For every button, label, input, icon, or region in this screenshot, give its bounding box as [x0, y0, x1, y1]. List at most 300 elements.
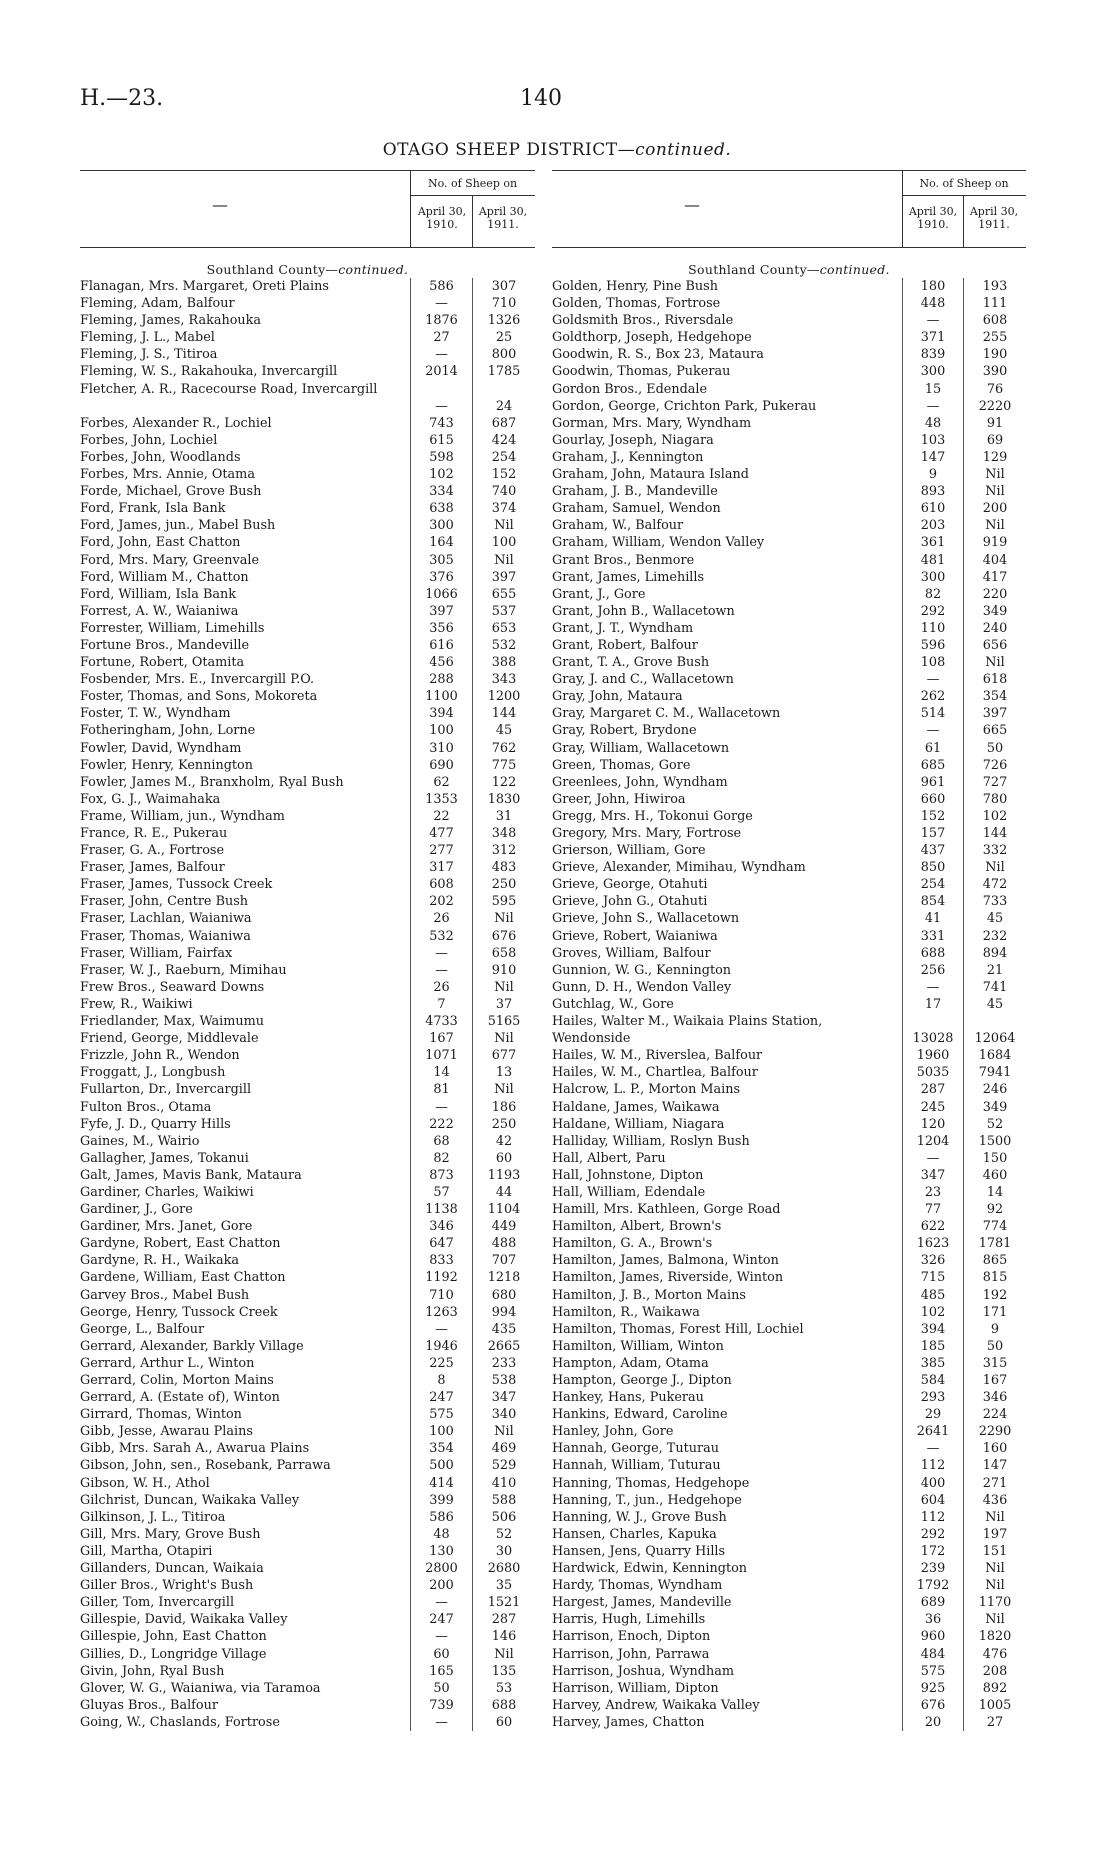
row-name: Grieve, Robert, Waianiwa: [552, 928, 718, 944]
sheep-1911: 532: [491, 637, 517, 653]
sheep-1911: 35: [495, 1578, 513, 1594]
row-name: Hansen, Charles, Kapuka: [552, 1526, 717, 1542]
sheep-1911: 343: [491, 672, 517, 688]
table-row: [80, 586, 535, 603]
table-row: [552, 671, 1026, 688]
table-row: [80, 740, 535, 757]
sheep-1910: 615: [429, 432, 454, 448]
sheep-1910: 1100: [425, 689, 458, 705]
sheep-1910: 262: [920, 689, 946, 705]
sheep-1910: 17: [924, 996, 942, 1012]
left-header-divider-1: [410, 171, 411, 247]
sheep-1911: 21: [986, 962, 1004, 978]
row-name: Fleming, J. L., Mabel: [80, 330, 215, 346]
table-row: [80, 449, 535, 466]
sheep-1911: Nil: [985, 1561, 1005, 1577]
row-name: Fosbender, Mrs. E., Invercargill P.O.: [80, 672, 315, 688]
page-title: [0, 140, 1114, 160]
sheep-1911: 30: [495, 1543, 513, 1559]
row-name: Hamilton, William, Winton: [552, 1338, 724, 1354]
table-row: [552, 774, 1026, 791]
sheep-1910: 2014: [425, 364, 458, 380]
sheep-1911: 410: [491, 1475, 517, 1491]
row-name: Grant Bros., Benmore: [552, 552, 695, 568]
table-row: [80, 1235, 535, 1252]
sheep-1911: 892: [982, 1680, 1008, 1696]
sheep-1911: 346: [982, 1390, 1008, 1406]
sheep-1911: 12064: [974, 1031, 1016, 1047]
sheep-1911: 2290: [978, 1424, 1012, 1440]
sheep-1910: 277: [429, 843, 454, 859]
table-row: [80, 1321, 535, 1338]
sheep-1911: 1218: [487, 1270, 521, 1286]
sheep-1911: Nil: [494, 979, 514, 995]
sheep-1911: 271: [982, 1475, 1008, 1491]
row-name: Gordon Bros., Edendale: [552, 381, 708, 397]
page-number: 140: [520, 86, 562, 111]
table-row: [80, 859, 535, 876]
table-row: [80, 1440, 535, 1457]
table-row: [552, 876, 1026, 893]
sheep-1911: 76: [986, 381, 1004, 397]
sheep-1910: 102: [920, 1304, 946, 1320]
table-row: [80, 1133, 535, 1150]
row-name: Gibson, John, sen., Rosebank, Parrawa: [80, 1458, 331, 1474]
table-row: [552, 329, 1026, 346]
sheep-1910: 610: [920, 501, 946, 517]
sheep-1910: 481: [920, 552, 946, 568]
sheep-1910: —: [435, 1099, 448, 1115]
sheep-1911: 1500: [978, 1133, 1012, 1149]
sheep-1910: —: [435, 1629, 448, 1645]
sheep-1910: 484: [920, 1646, 946, 1662]
row-name: Hailes, Walter M., Waikaia Plains Station, Wendonside: [552, 1014, 823, 1047]
sheep-1911: 488: [491, 1236, 517, 1252]
sheep-1910: 112: [920, 1509, 946, 1525]
sheep-1910: 60: [433, 1646, 450, 1662]
sheep-1910: 300: [920, 569, 946, 585]
sheep-1911: 1684: [978, 1048, 1012, 1064]
table-row: [80, 1355, 535, 1372]
right-header-group-label: No. of Sheep on: [919, 177, 1009, 190]
sheep-1910: 29: [924, 1407, 942, 1423]
sheep-1911: 52: [495, 1526, 513, 1542]
table-row: [80, 1081, 535, 1098]
sheep-1911: 255: [982, 330, 1008, 346]
row-name: Hall, Johnstone, Dipton: [552, 1167, 704, 1183]
sheep-1911: 27: [986, 1714, 1004, 1730]
table-row: [552, 432, 1026, 449]
table-row: [552, 1492, 1026, 1509]
table-row: [552, 1475, 1026, 1492]
row-name: Glover, W. G., Waianiwa, via Taramoa: [80, 1680, 321, 1696]
row-name: Grieve, John G., Otahuti: [552, 894, 708, 910]
sheep-1911: 460: [982, 1167, 1008, 1183]
sheep-1911: 740: [491, 484, 517, 500]
table-row: [552, 808, 1026, 825]
row-name: Hardwick, Edwin, Kennington: [552, 1561, 748, 1577]
row-name: Graham, J. B., Mandeville: [552, 484, 718, 500]
page-title-continued: continued.: [635, 140, 732, 160]
sheep-1910: 305: [429, 552, 454, 568]
sheep-1911: 60: [495, 1150, 513, 1166]
sheep-1911: 476: [982, 1646, 1008, 1662]
table-row: [80, 1338, 535, 1355]
sheep-1910: 103: [920, 432, 946, 448]
table-row: [552, 1560, 1026, 1577]
sheep-1910: 1066: [425, 586, 458, 602]
table-row: [80, 1577, 535, 1594]
sheep-1911: 232: [982, 928, 1008, 944]
row-name: Hamilton, Albert, Brown's: [552, 1219, 722, 1235]
sheep-1911: 919: [982, 535, 1008, 551]
sheep-1910: 180: [920, 279, 946, 294]
sheep-1911: 815: [982, 1270, 1008, 1286]
sheep-1911: 1193: [487, 1167, 521, 1183]
row-name: Garvey Bros., Mabel Bush: [80, 1287, 250, 1303]
sheep-1911: Nil: [494, 1031, 514, 1047]
sheep-1911: 332: [982, 843, 1008, 859]
left-section-heading-continued: continued.: [338, 262, 409, 277]
sheep-1910: 4733: [425, 1014, 458, 1030]
sheep-1910: 287: [920, 1082, 946, 1098]
row-name: Graham, John, Mataura Island: [552, 467, 749, 483]
table-row: [552, 1047, 1026, 1064]
row-name: Hamilton, J. B., Morton Mains: [552, 1287, 746, 1303]
row-name: Gibson, W. H., Athol: [80, 1475, 210, 1491]
row-name: Gardyne, Robert, East Chatton: [80, 1236, 281, 1252]
row-name: Frizzle, John R., Wendon: [80, 1048, 240, 1064]
sheep-1910: 647: [429, 1236, 454, 1252]
sheep-1911: 374: [491, 501, 517, 517]
sheep-1910: —: [926, 1441, 940, 1457]
table-row: [80, 1201, 535, 1218]
table-row: [552, 466, 1026, 483]
sheep-1910: 147: [920, 449, 946, 465]
table-row: [552, 1697, 1026, 1714]
right-header-dash: —: [684, 195, 700, 214]
sheep-1911: Nil: [985, 467, 1005, 483]
sheep-1911: 69: [986, 432, 1004, 448]
sheep-1910: 22: [433, 808, 450, 824]
table-row: [552, 552, 1026, 569]
table-row: [552, 1372, 1026, 1389]
table-row: [80, 1218, 535, 1235]
table-row: [552, 1389, 1026, 1406]
sheep-1911: 340: [491, 1407, 517, 1423]
row-name: Hailes, W. M., Riverslea, Balfour: [552, 1048, 763, 1064]
sheep-1910: 247: [429, 1612, 454, 1628]
sheep-1910: 164: [429, 535, 454, 551]
table-row: [552, 1184, 1026, 1201]
left-table-body: [80, 278, 535, 1731]
sheep-1911: 224: [982, 1407, 1008, 1423]
table-row: [552, 945, 1026, 962]
sheep-1910: 317: [429, 860, 454, 876]
row-name: Froggatt, J., Longbush: [80, 1065, 226, 1081]
row-name: Fox, G. J., Waimahaka: [80, 791, 221, 807]
sheep-1910: 1071: [425, 1048, 458, 1064]
sheep-1911: 312: [491, 843, 517, 859]
sheep-1910: 1353: [425, 791, 458, 807]
sheep-1911: 14: [986, 1184, 1004, 1200]
sheep-1911: 397: [491, 569, 517, 585]
sheep-1910: 15: [924, 381, 942, 397]
table-row: [552, 415, 1026, 432]
table-row: [552, 295, 1026, 312]
row-name: Hankins, Edward, Caroline: [552, 1407, 728, 1423]
table-row: [552, 381, 1026, 398]
row-name: Gunnion, W. G., Kennington: [552, 962, 732, 978]
row-name: Fraser, William, Fairfax: [80, 945, 233, 961]
sheep-1910: 100: [429, 723, 454, 739]
sheep-1910: 152: [920, 808, 946, 824]
table-row: [80, 278, 535, 295]
table-row: [80, 1663, 535, 1680]
sheep-1911: 707: [491, 1253, 517, 1269]
sheep-1910: 293: [920, 1390, 946, 1406]
table-row: [80, 1646, 535, 1663]
sheep-1911: 167: [982, 1373, 1008, 1388]
row-name: Ford, James, jun., Mabel Bush: [80, 518, 276, 534]
sheep-1911: 13: [495, 1065, 513, 1081]
table-row: [80, 1269, 535, 1286]
sheep-1911: 9: [990, 1321, 1000, 1337]
row-name: Hamilton, G. A., Brown's: [552, 1236, 713, 1252]
sheep-1910: 1204: [916, 1133, 950, 1149]
sheep-1911: 315: [982, 1355, 1008, 1371]
row-name: Fulton Bros., Otama: [80, 1099, 212, 1115]
table-row: [80, 1184, 535, 1201]
row-name: Grant, J., Gore: [552, 586, 646, 602]
row-name: Greenlees, John, Wyndham: [552, 774, 728, 790]
table-row: [80, 722, 535, 739]
right-header-col-a: April 30, 1910.: [908, 205, 958, 231]
row-name: Gray, William, Wallacetown: [552, 740, 730, 756]
table-row: [80, 637, 535, 654]
sheep-1911: 2680: [487, 1561, 521, 1577]
sheep-1910: 477: [429, 826, 454, 841]
row-name: Ford, William, Isla Bank: [80, 586, 236, 602]
table-row: [80, 893, 535, 910]
sheep-1911: 506: [491, 1509, 517, 1525]
row-name: Forrest, A. W., Waianiwa: [80, 603, 239, 619]
document-reference: H.—23.: [80, 86, 164, 111]
sheep-1911: 31: [495, 808, 513, 824]
row-name: Gillespie, David, Waikaka Valley: [80, 1612, 288, 1628]
sheep-1911: 102: [982, 808, 1008, 824]
sheep-1910: 688: [920, 945, 946, 961]
left-table-header: [80, 170, 535, 248]
table-row: [80, 1509, 535, 1526]
sheep-1910: 200: [429, 1578, 454, 1594]
row-name: Harrison, Joshua, Wyndham: [552, 1663, 734, 1679]
right-table: [552, 170, 1026, 1731]
row-name: Girrard, Thomas, Winton: [80, 1407, 242, 1423]
sheep-1910: 414: [429, 1475, 454, 1491]
table-row: [552, 1269, 1026, 1286]
row-name: Harrison, John, Parrawa: [552, 1646, 710, 1662]
sheep-1910: 247: [429, 1390, 454, 1406]
sheep-1910: 596: [920, 637, 946, 653]
table-row: [80, 996, 535, 1013]
table-row: [80, 552, 535, 569]
right-table-body: [552, 278, 1026, 1731]
sheep-1911: 208: [982, 1663, 1008, 1679]
sheep-1911: 45: [495, 723, 513, 739]
sheep-1911: 348: [491, 826, 517, 841]
table-row: [80, 381, 535, 415]
sheep-1910: 13028: [912, 1031, 954, 1047]
sheep-1911: 60: [495, 1714, 513, 1730]
row-name: Gutchlag, W., Gore: [552, 996, 674, 1012]
right-header-col-b: April 30, 1911.: [969, 205, 1019, 231]
sheep-1910: —: [435, 1595, 448, 1611]
row-name: Gunn, D. H., Wendon Valley: [552, 979, 732, 995]
sheep-1910: 1138: [425, 1202, 458, 1218]
sheep-1910: 26: [433, 979, 450, 995]
table-row: [552, 1628, 1026, 1645]
table-row: [552, 1218, 1026, 1235]
table-row: [80, 620, 535, 637]
row-name: Hannah, George, Tuturau: [552, 1441, 719, 1457]
sheep-1910: 8: [437, 1373, 446, 1388]
sheep-1910: 27: [433, 330, 450, 346]
sheep-1911: Nil: [494, 518, 514, 534]
table-row: [80, 1116, 535, 1133]
sheep-1911: 347: [491, 1390, 517, 1406]
table-row: [552, 825, 1026, 842]
sheep-1911: 588: [491, 1492, 517, 1508]
table-row: [552, 1321, 1026, 1338]
table-row: [80, 1064, 535, 1081]
sheep-1911: 2220: [978, 398, 1012, 414]
sheep-1910: 400: [920, 1475, 946, 1491]
sheep-1911: 775: [491, 757, 517, 773]
sheep-1910: 604: [920, 1492, 946, 1508]
row-name: Hankey, Hans, Pukerau: [552, 1390, 704, 1406]
sheep-1911: 1830: [487, 791, 521, 807]
sheep-1910: 203: [920, 518, 946, 534]
sheep-1910: 347: [920, 1167, 946, 1183]
table-row: [552, 1338, 1026, 1355]
sheep-1910: 36: [924, 1612, 942, 1628]
sheep-1911: 44: [495, 1184, 513, 1200]
row-name: Gillespie, John, East Chatton: [80, 1629, 267, 1645]
table-row: [80, 1680, 535, 1697]
row-name: George, L., Balfour: [80, 1321, 205, 1337]
sheep-1911: 100: [491, 535, 517, 551]
row-name: Fowler, David, Wyndham: [80, 740, 242, 756]
left-section-heading: [80, 262, 535, 278]
sheep-1910: 456: [429, 655, 454, 671]
sheep-1911: 733: [982, 894, 1008, 910]
sheep-1910: —: [926, 672, 940, 688]
sheep-1911: 349: [982, 1099, 1008, 1115]
row-name: Going, W., Chaslands, Fortrose: [80, 1714, 280, 1730]
table-row: [80, 1099, 535, 1116]
sheep-1910: 622: [920, 1219, 946, 1235]
sheep-1911: 469: [491, 1441, 517, 1457]
sheep-1910: 82: [433, 1150, 450, 1166]
table-row: [80, 757, 535, 774]
table-row: [552, 1013, 1026, 1047]
table-row: [552, 1099, 1026, 1116]
row-name: Gill, Martha, Otapiri: [80, 1543, 213, 1559]
table-row: [80, 705, 535, 722]
table-row: [80, 1372, 535, 1389]
sheep-1910: 371: [920, 330, 946, 346]
sheep-1911: 608: [982, 313, 1008, 329]
row-name: Gregory, Mrs. Mary, Fortrose: [552, 826, 742, 841]
sheep-1910: 23: [924, 1184, 942, 1200]
sheep-1910: 854: [920, 894, 946, 910]
table-row: [552, 534, 1026, 551]
table-row: [552, 791, 1026, 808]
row-name: Hanning, W. J., Grove Bush: [552, 1509, 727, 1525]
sheep-1910: 222: [429, 1116, 454, 1132]
row-name: Fletcher, A. R., Racecourse Road, Invercargill: [80, 381, 378, 397]
sheep-1911: 449: [491, 1219, 517, 1235]
table-row: [80, 1287, 535, 1304]
sheep-1911: 129: [982, 449, 1008, 465]
sheep-1911: 397: [982, 706, 1008, 722]
row-name: Flanagan, Mrs. Margaret, Oreti Plains: [80, 279, 329, 294]
sheep-1911: 150: [982, 1150, 1008, 1166]
row-name: Fraser, James, Balfour: [80, 860, 225, 876]
table-row: [80, 1611, 535, 1628]
sheep-1910: 584: [920, 1373, 946, 1388]
row-name: Gilchrist, Duncan, Waikaka Valley: [80, 1492, 300, 1508]
row-name: Hansen, Jens, Quarry Hills: [552, 1543, 726, 1559]
sheep-1911: 254: [491, 449, 517, 465]
table-row: [552, 1646, 1026, 1663]
table-row: [80, 346, 535, 363]
sheep-1910: 331: [920, 928, 946, 944]
left-section-heading-prefix: Southland County—: [206, 262, 339, 277]
sheep-1911: 1200: [487, 689, 521, 705]
sheep-1910: 893: [920, 484, 946, 500]
row-name: Gerrard, Arthur L., Winton: [80, 1355, 255, 1371]
table-row: [552, 1457, 1026, 1474]
row-name: France, R. E., Pukerau: [80, 826, 228, 841]
sheep-1911: 42: [495, 1133, 513, 1149]
sheep-1911: 152: [491, 467, 517, 483]
table-row: [552, 1423, 1026, 1440]
sheep-1911: 653: [491, 620, 517, 636]
table-row: [552, 1577, 1026, 1594]
table-row: [552, 346, 1026, 363]
sheep-1910: 743: [429, 415, 454, 431]
sheep-1910: 1192: [425, 1270, 458, 1286]
sheep-1910: 925: [920, 1680, 946, 1696]
row-name: Gerrard, Alexander, Barkly Village: [80, 1338, 304, 1354]
right-section-heading-prefix: Southland County—: [688, 262, 820, 277]
sheep-1910: 586: [429, 1509, 454, 1525]
row-name: George, Henry, Tussock Creek: [80, 1304, 278, 1320]
table-row: [80, 569, 535, 586]
row-name: Fraser, W. J., Raeburn, Mimihau: [80, 962, 287, 978]
row-name: Gillanders, Duncan, Waikaia: [80, 1561, 264, 1577]
row-name: Fleming, James, Rakahouka: [80, 313, 262, 329]
right-section-heading-continued: continued.: [819, 262, 890, 277]
sheep-1911: 24: [495, 398, 513, 414]
sheep-1910: 20: [924, 1714, 942, 1730]
table-row: [80, 1526, 535, 1543]
sheep-1911: 147: [982, 1458, 1008, 1474]
right-header-group-rule: [902, 195, 1026, 196]
sheep-1911: Nil: [985, 518, 1005, 534]
